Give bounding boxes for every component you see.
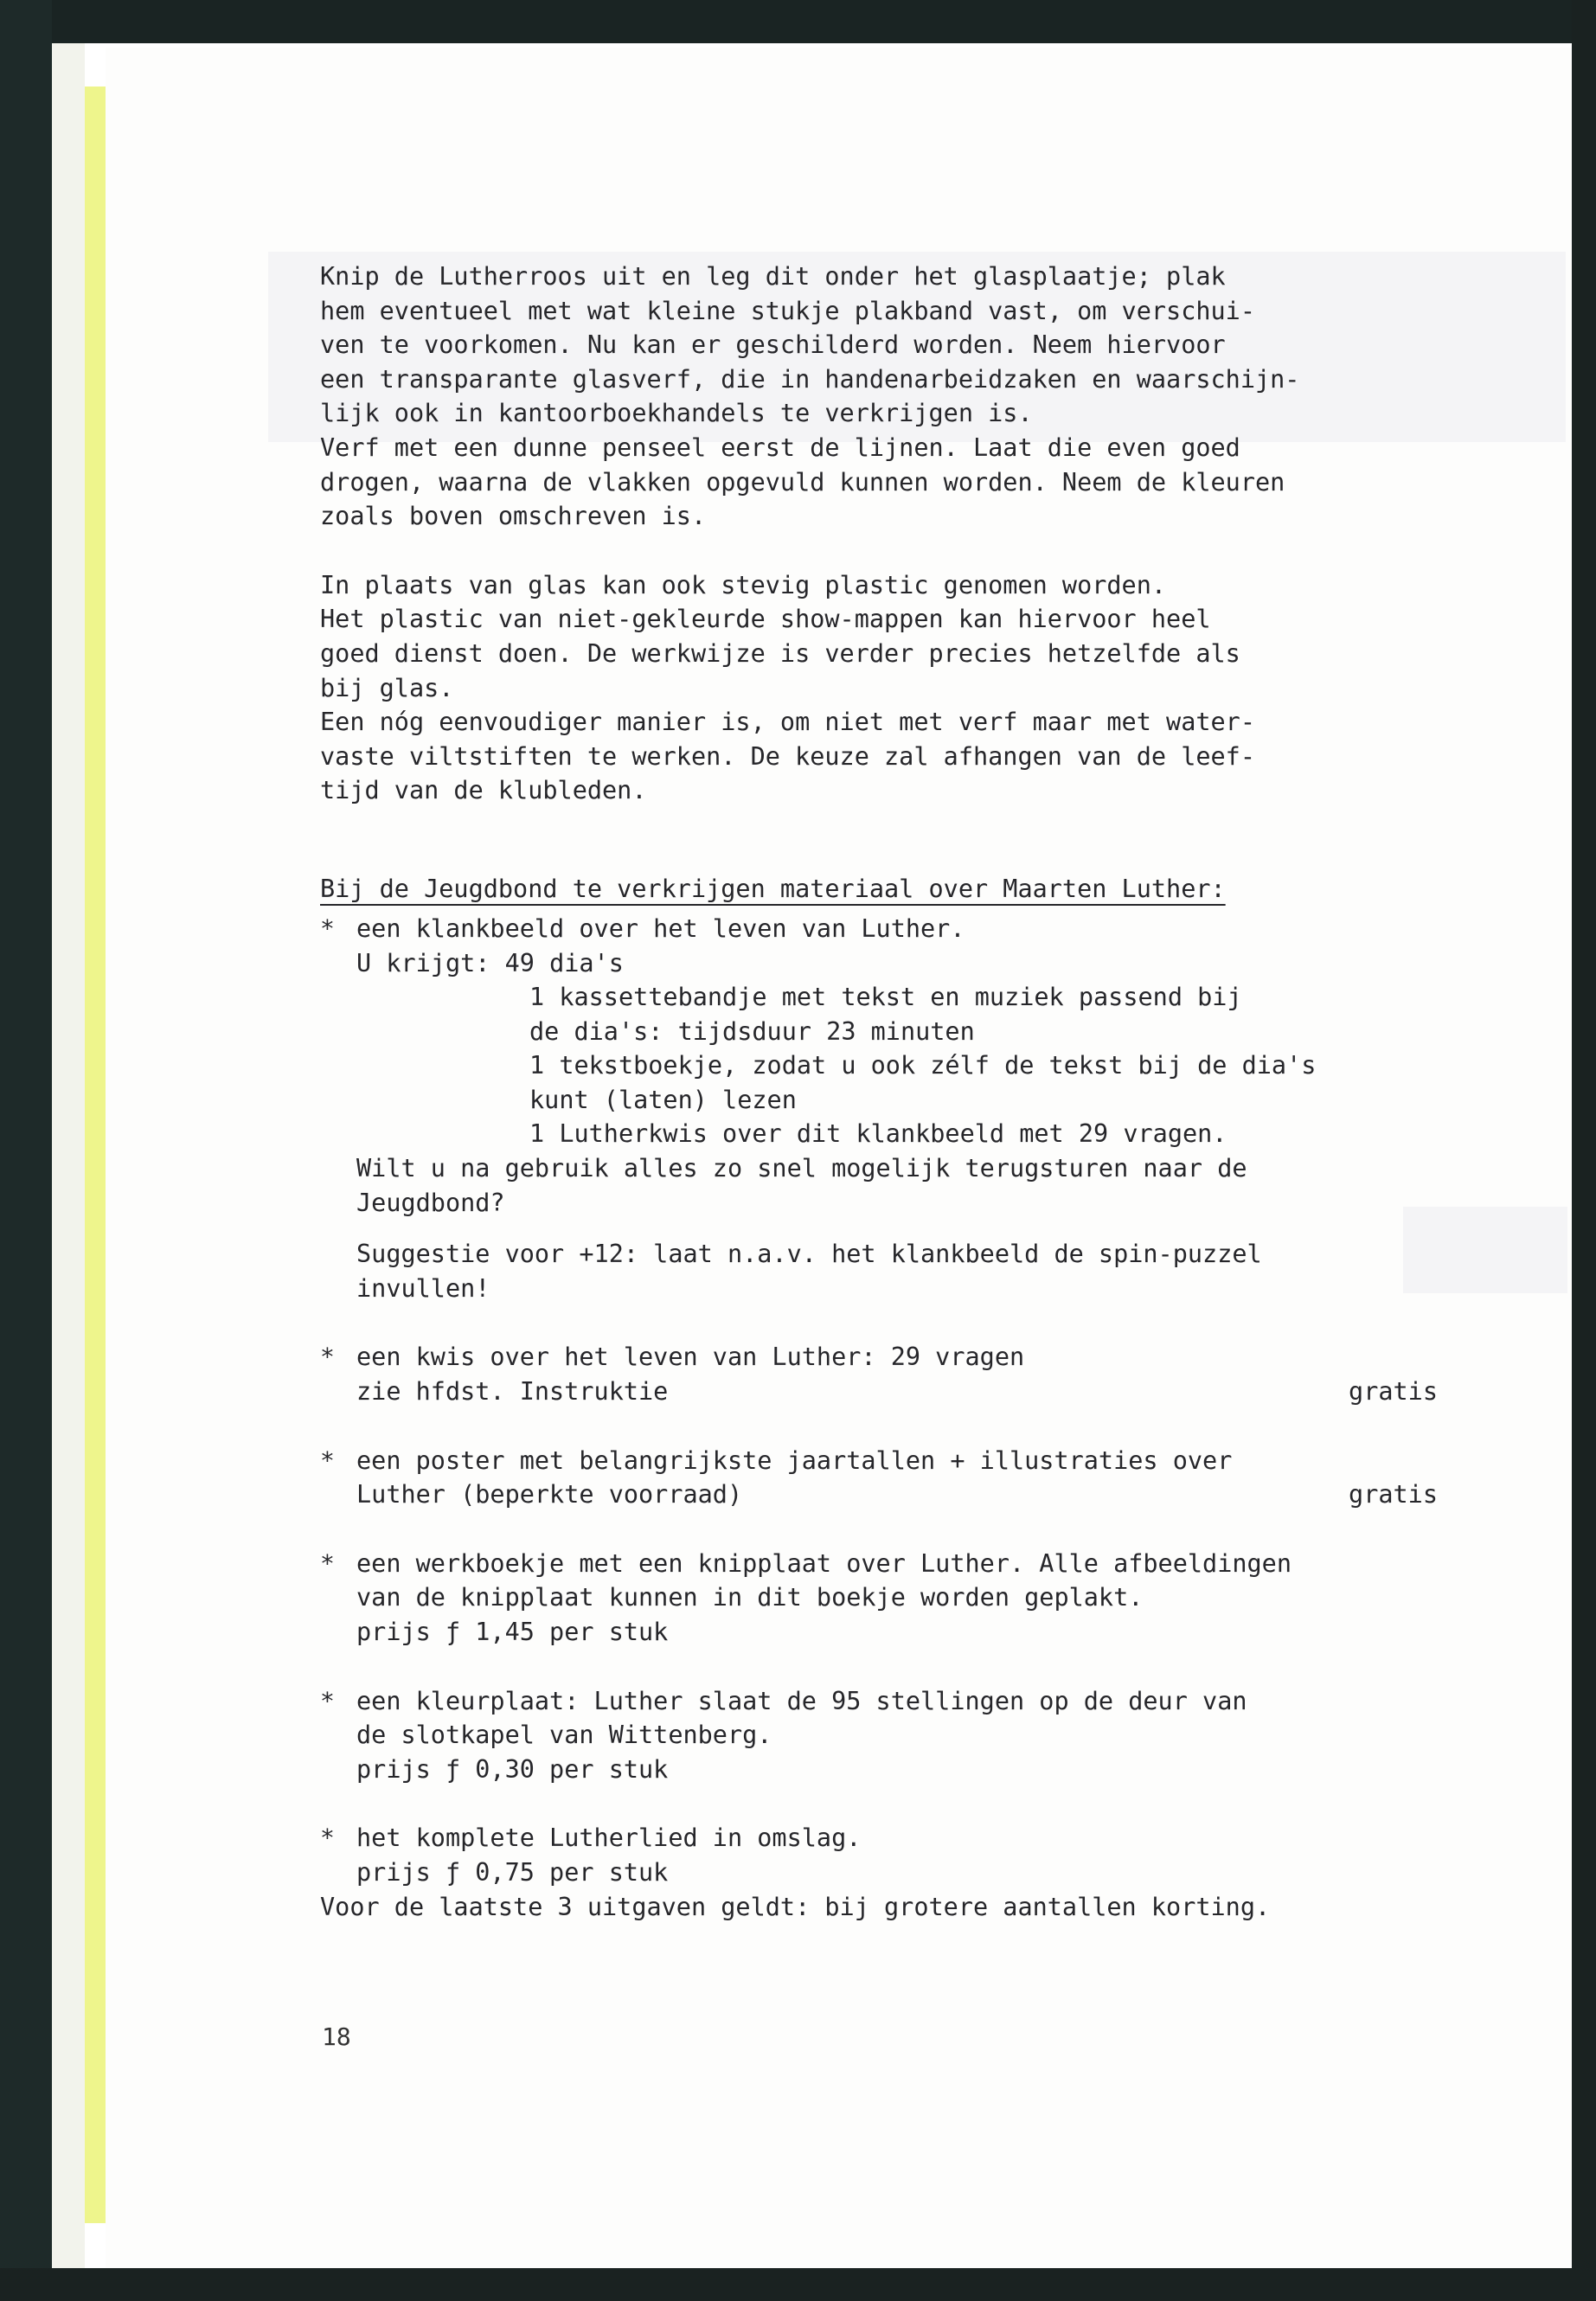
bullet-icon: * <box>320 1686 335 1715</box>
price-label: prijs ƒ 0,30 per stuk <box>356 1754 669 1784</box>
paragraph-plastic-alternative: In plaats van glas kan ook stevig plastic genomen worden. Het plastic van niet-gekleurde show-mappen kan hiervoor heel goed dienst doen. De werkwijze is verder precies hetzelfde als bij glas. Een nóg eenvoudiger manier is, om niet met verf maar met water- vaste viltstiften te werken. De keuze zal afhangen van de leef- tijd van de klubleden. <box>320 570 1255 805</box>
scan-border-top <box>0 0 1596 43</box>
klankbeeld-contents: 1 kassettebandje met tekst en muziek passend bij de dia's: tijdsduur 23 minuten 1 tekstboekje, zodat u ook zélf de tekst bij de dia's kunt (laten) lezen 1 Lutherkwis over dit klankbeeld met 29 vragen. <box>529 983 1317 1149</box>
list-item-poster: * een poster met belangrijkste jaartallen + illustraties over Luther (beperkte voorraad) gratis <box>320 1444 1462 1512</box>
bullet-icon: * <box>320 913 335 943</box>
price-label: gratis <box>1349 1480 1438 1509</box>
return-note: Wilt u na gebruik alles zo snel mogelijk terugsturen naar de <box>356 1154 1247 1183</box>
price-label: prijs ƒ 1,45 per stuk <box>356 1618 669 1646</box>
closing-note: Voor de laatste 3 uitgaven geldt: bij grotere aantallen korting. <box>320 1892 1271 1921</box>
list-item-kwis: * een kwis over het leven van Luther: 29 vragen zie hfdst. Instruktie gratis <box>320 1340 1462 1408</box>
bullet-icon: * <box>320 1548 335 1578</box>
yellow-spine-strip <box>85 87 106 2223</box>
page-edge <box>52 43 85 2268</box>
paragraph-glass-painting: Knip de Lutherroos uit en leg dit onder het glasplaatje; plak hem eventueel met wat kleine stukje plakband vast, om verschui- ven te voorkomen. Nu kan er geschilderd worden. Neem hiervoor een transparante glasverf, die in handenarbeidzaken en waarschijn- lijk ook in kantoorboekhandels te verkrijgen is. Verf met een dunne penseel eerst de lijnen. Laat die even goed drogen, waarna de vlakken opgevuld kunnen worden. Neem de kleuren zoals boven omschreven is. <box>320 262 1300 531</box>
list-item-werkboekje: * een werkboekje met een knipplaat over Luther. Alle afbeeldingen van de knipplaat kunnen in dit boekje worden geplakt. prijs ƒ 1,45 per stuk <box>320 1547 1462 1650</box>
price-label: gratis <box>1349 1377 1438 1407</box>
scan-border-right <box>1572 0 1596 2301</box>
list-item-lutherlied: * het komplete Lutherlied in omslag. prijs ƒ 0,75 per stuk <box>320 1821 1462 1889</box>
price-label: prijs ƒ 0,75 per stuk <box>356 1857 669 1887</box>
bullet-icon: * <box>320 1343 335 1372</box>
document-body <box>320 260 1462 1924</box>
bullet-icon: * <box>320 1445 335 1475</box>
materials-heading: Bij de Jeugdbond te verkrijgen materiaal over Maarten Luther: <box>320 874 1226 903</box>
scan-border-bottom <box>0 2268 1596 2301</box>
suggestion: Suggestie voor +12: laat n.a.v. het klankbeeld de spin-puzzel <box>356 1240 1262 1269</box>
list-item-klankbeeld: * een klankbeeld over het leven van Luther. U krijgt: 49 dia's 1 kassettebandje met tekst en muziek passend bij de dia's: tijdsduur 23 minuten 1 tekstboekje, zodat u ook zélf de tekst bij de dia's kunt (laten) lezen 1 Lutherkwis over dit klankbeeld met 29 vragen. Wilt u na gebruik alles zo snel mogelijk terugsturen naar de Jeugdbond? Suggestie voor +12: laat n.a.v. het klankbeeld de spin-puzzel invullen! <box>320 912 1462 1306</box>
page-number: 18 <box>322 2022 351 2051</box>
bullet-icon: * <box>320 1823 335 1853</box>
scan-border-left <box>0 0 52 2301</box>
list-item-kleurplaat: * een kleurplaat: Luther slaat de 95 stellingen op de deur van de slotkapel van Wittenberg. prijs ƒ 0,30 per stuk <box>320 1684 1462 1787</box>
